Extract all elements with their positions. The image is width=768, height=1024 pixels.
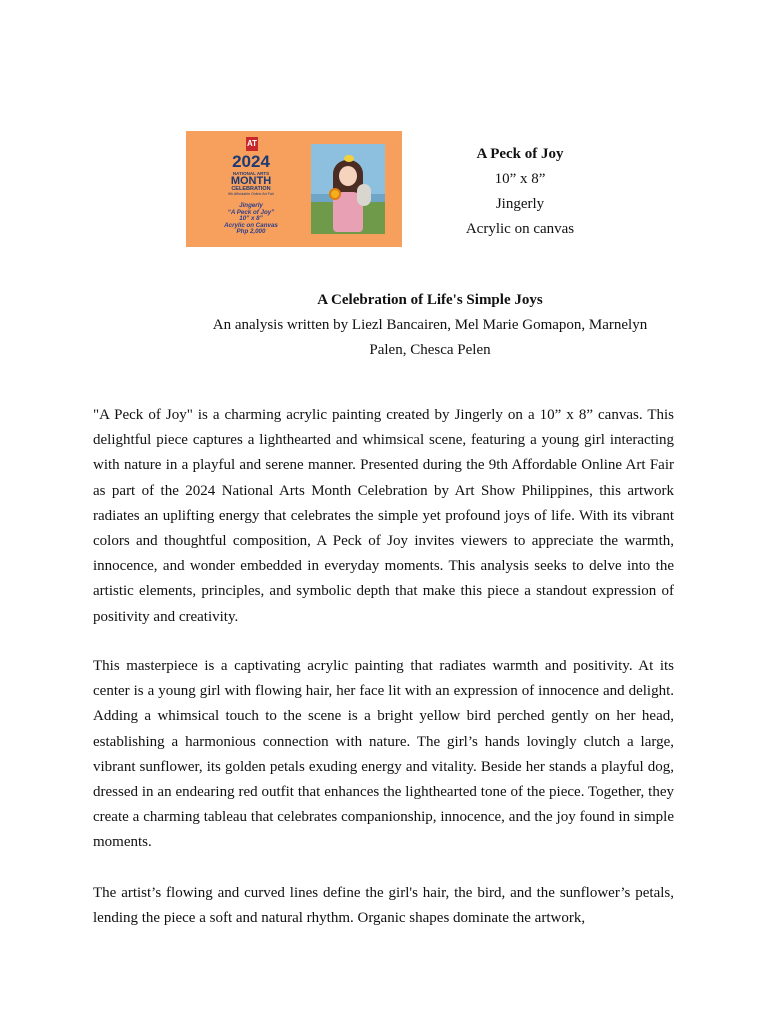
article-authors	[200, 313, 660, 363]
poster-year: 2024	[232, 152, 270, 171]
painting-thumbnail	[311, 144, 385, 234]
authors-line-2: Palen, Chesca Pelen	[369, 342, 491, 358]
art-show-logo: AT	[246, 137, 258, 151]
poster-celebration: CELEBRATION	[231, 186, 271, 192]
authors-line-1: An analysis written by Liezl Bancairen, Mel Marie Gomapon, Marnelyn	[212, 317, 648, 333]
article-title: A Celebration of Life's Simple Joys	[317, 292, 543, 308]
paragraph-introduction: "A Peck of Joy" is a charming acrylic painting created by Jingerly on a 10” x 8” canvas. This delightful piece captures a lighthearted and whimsical scene, featuring a young girl interacting with nature in a playful and serene manner. Presented during the 9th Affordable Online Art Fair as part of the 2024 National Arts Month Celebration by Art Show Philippines, this artwork radiates an uplifting energy that celebrates the simple yet profound joys of life. With its vibrant colors and thoughtful composition, A Peck of Joy invites viewers to appreciate the warmth, innocence, and wonder embedded in everyday moments. This analysis seeks to delve into the artistic elements, principles, and symbolic depth that make this piece a standout expression of positivity and creativity.	[93, 407, 674, 625]
poster-info-artist: Jingerly	[239, 202, 263, 209]
artwork-medium: Acrylic on canvas	[465, 221, 575, 237]
poster-info-medium: Acrylic on Canvas	[224, 221, 278, 229]
poster-info-price: Php 2,000	[236, 228, 266, 235]
paragraph-elements: The artist’s flowing and curved lines define the girl's hair, the bird, and the sunflower’s petals, lending the piece a soft and natural rhythm. Organic shapes dominate the artwork,	[93, 885, 674, 927]
paragraph-description: This masterpiece is a captivating acrylic painting that radiates warmth and positivity. At its center is a young girl with flowing hair, her face lit with an expression of innocence and delight. Adding a whimsical touch to the scene is a bright yellow bird perched gently on her head, establishing a harmonious connection with nature. The girl’s hands lovingly clutch a large, vibrant sunflower, its golden petals exuding energy and vitality. Beside her stands a playful dog, dressed in an endearing red outfit that enhances the lighthearted tone of the piece. Together, they create a charming tableau that celebrates companionship, innocence, and the joy found in simple moments.	[93, 658, 674, 851]
poster-national-arts: NATIONAL ARTS	[232, 171, 270, 176]
artwork-title: A Peck of Joy	[476, 146, 564, 162]
artwork-caption	[440, 142, 600, 242]
poster-art-fair: 9th Affordable Online Art Fair	[227, 192, 275, 196]
poster-info-size: 10” x 8”	[239, 215, 263, 222]
artwork-artist: Jingerly	[495, 196, 545, 212]
painting-girl-face	[339, 166, 357, 186]
painting-sunflower	[329, 188, 341, 200]
painting-bird	[344, 155, 354, 162]
poster-month: MONTH	[230, 175, 272, 187]
poster-text-panel	[186, 131, 304, 247]
artwork-poster-image	[186, 131, 402, 247]
artwork-size: 10” x 8”	[494, 171, 546, 187]
poster-info-title: “A Peck of Joy”	[227, 208, 275, 216]
poster-artwork-info	[186, 203, 316, 236]
painting-dog	[357, 184, 371, 206]
